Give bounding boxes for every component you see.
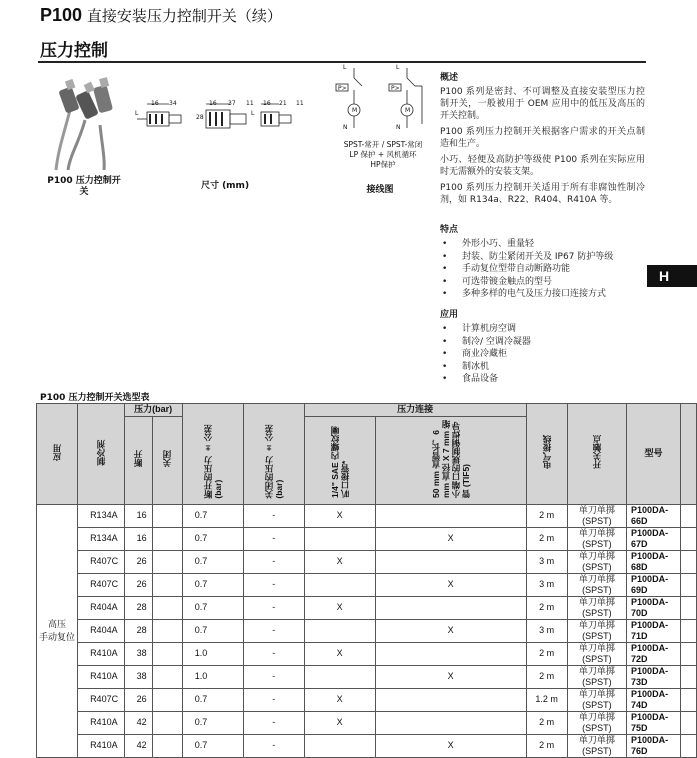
applications-section <box>440 309 645 386</box>
tube-connection-cell: X <box>375 573 526 596</box>
cutin-tolerance-cell: - <box>243 711 304 734</box>
cutout-tolerance-cell: 1.0 <box>182 642 243 665</box>
refrigerant-cell: R404A <box>78 596 125 619</box>
model-cell: P100DA-76D <box>627 734 681 757</box>
dim-label-4: 37 <box>228 100 236 107</box>
model-cell: P100DA-66D <box>627 504 681 527</box>
model-cell: P100DA-75D <box>627 711 681 734</box>
tube-connection-cell: X <box>375 665 526 688</box>
model-cell: P100DA-67D <box>627 527 681 550</box>
table-row <box>37 711 697 734</box>
cutout-cell: 42 <box>124 711 152 734</box>
contact-cell: 单刀单掷(SPST) <box>567 527 626 550</box>
cutout-tolerance-cell: 0.7 <box>182 596 243 619</box>
sae-connection-cell: X <box>304 688 375 711</box>
cutout-cell: 38 <box>124 642 152 665</box>
wiring-label-6: P> <box>391 85 400 92</box>
overview-heading: 概述 <box>440 73 459 83</box>
wiring-label-8: N <box>396 124 401 131</box>
sae-connection-cell: X <box>304 711 375 734</box>
wiring-label-1: L <box>343 64 347 71</box>
refrigerant-cell: R407C <box>78 688 125 711</box>
refrigerant-cell: R134A <box>78 527 125 550</box>
cutin-cell <box>152 642 182 665</box>
wiring-note-1: SPST-常开 / SPST-常闭 <box>343 140 423 149</box>
cable-cell: 3 m <box>526 550 567 573</box>
cutout-cell: 16 <box>124 527 152 550</box>
dim-label-2: 34 <box>169 100 177 107</box>
wiring-notes <box>328 140 438 170</box>
cutin-cell <box>152 688 182 711</box>
cable-cell: 2 m <box>526 596 567 619</box>
tube-connection-cell: X <box>375 734 526 757</box>
list-item: • 外形小巧、重量轻 <box>440 238 645 251</box>
sae-connection-cell <box>304 665 375 688</box>
tube-connection-cell <box>375 504 526 527</box>
refrigerant-cell: R404A <box>78 619 125 642</box>
blank-cell <box>681 711 697 734</box>
contact-cell: 单刀单掷(SPST) <box>567 596 626 619</box>
wiring-caption: 接线图 <box>366 185 394 195</box>
col-header-cutout: 断开 <box>124 416 152 504</box>
wiring-note-2: LP 保护 + 风机循环 <box>349 150 417 159</box>
cutin-cell <box>152 711 182 734</box>
blank-cell <box>681 573 697 596</box>
col-header-sae-connection: 1/4" SAE 内螺纹喇叭口接管* <box>304 416 375 504</box>
list-item: • 手动复位型带自动断路功能 <box>440 263 645 276</box>
model-cell: P100DA-74D <box>627 688 681 711</box>
list-item: • 多种多样的电气及压力接口连接方式 <box>440 288 645 301</box>
refrigerant-cell: R410A <box>78 711 125 734</box>
table-caption: P100 压力控制开关选型表 <box>40 393 150 403</box>
cutin-cell <box>152 734 182 757</box>
cutout-tolerance-cell: 1.0 <box>182 665 243 688</box>
sae-connection-cell <box>304 619 375 642</box>
sae-connection-cell <box>304 734 375 757</box>
list-item: • 制冷/ 空调冷凝器 <box>440 336 645 349</box>
cutin-tolerance-cell: - <box>243 504 304 527</box>
header-model: P100 <box>40 5 83 25</box>
blank-cell <box>681 734 697 757</box>
col-header-connection: 压力连接 <box>304 404 526 417</box>
application-value: 高压 <box>48 618 67 629</box>
application-reset: 手动复位 <box>39 631 76 642</box>
list-item: • 可选带镀金触点的型号 <box>440 276 645 289</box>
blank-cell <box>681 596 697 619</box>
contact-cell: 单刀单掷(SPST) <box>567 619 626 642</box>
wiring-label-2: P> <box>338 85 347 92</box>
cutin-tolerance-cell: - <box>243 573 304 596</box>
features-heading: 特点 <box>440 225 459 235</box>
contact-cell: 单刀单掷(SPST) <box>567 711 626 734</box>
cutin-cell <box>152 619 182 642</box>
wiring-label-5: L <box>396 64 400 71</box>
cutout-tolerance-cell: 0.7 <box>182 711 243 734</box>
list-item: • 商业冷藏柜 <box>440 348 645 361</box>
cutout-tolerance-cell: 0.7 <box>182 504 243 527</box>
sae-connection-cell: X <box>304 642 375 665</box>
contact-cell: 单刀单掷(SPST) <box>567 550 626 573</box>
col-header-refrigerant: 制冷剂 <box>78 404 125 505</box>
cutout-cell: 38 <box>124 665 152 688</box>
header-rule <box>38 61 646 63</box>
cutout-cell: 26 <box>124 573 152 596</box>
overview-paragraph-2: P100 系列压力控制开关根据客户需求的开关点制造和生产。 <box>440 127 645 149</box>
tube-connection-cell <box>375 596 526 619</box>
cutin-tolerance-cell: - <box>243 688 304 711</box>
table-row <box>37 596 697 619</box>
wiring-label-3: M <box>352 107 358 114</box>
refrigerant-cell: R134A <box>78 504 125 527</box>
sae-connection-cell <box>304 573 375 596</box>
col-header-model: 型号 <box>627 404 681 505</box>
dimension-drawings <box>133 98 313 138</box>
cutin-tolerance-cell: - <box>243 596 304 619</box>
model-cell: P100DA-70D <box>627 596 681 619</box>
cutout-cell: 28 <box>124 596 152 619</box>
tube-connection-cell: X <box>375 527 526 550</box>
cable-cell: 2 m <box>526 734 567 757</box>
table-row <box>37 573 697 596</box>
page-header <box>40 5 282 26</box>
cutout-cell: 26 <box>124 550 152 573</box>
cutin-tolerance-cell: - <box>243 527 304 550</box>
cable-cell: 3 m <box>526 619 567 642</box>
model-cell: P100DA-72D <box>627 642 681 665</box>
cutout-tolerance-cell: 0.7 <box>182 573 243 596</box>
col-header-pressure: 压力(bar) <box>124 404 182 417</box>
col-header-tube-connection: 50 mm 直管长，6 mm 直径 X 7 mm 缩小端口的规制铜焊导管 (TIF5) <box>375 416 526 504</box>
pressure-switch-icon <box>40 70 130 170</box>
refrigerant-cell: R410A <box>78 734 125 757</box>
cutin-cell <box>152 665 182 688</box>
blank-cell <box>681 665 697 688</box>
sae-connection-cell: X <box>304 550 375 573</box>
col-header-contact: 开关触点 <box>567 404 626 505</box>
list-item: • 食品设备 <box>440 373 645 386</box>
sae-connection-cell <box>304 527 375 550</box>
col-header-cutin: 关闭 <box>152 416 182 504</box>
table-row <box>37 665 697 688</box>
dim-label-11: L <box>251 110 255 117</box>
blank-cell <box>681 642 697 665</box>
cutin-tolerance-cell: - <box>243 619 304 642</box>
dim-label-5: 11 <box>246 100 254 107</box>
wiring-diagrams <box>332 64 432 134</box>
overview-paragraph-4: P100 系列压力控制开关适用于所有非腐蚀性制冷剂，如 R134a、R22、R404、R410A 等。 <box>440 183 645 205</box>
col-header-blank <box>681 404 697 505</box>
cutout-cell: 28 <box>124 619 152 642</box>
table-row <box>37 504 697 527</box>
table-row <box>37 550 697 573</box>
product-illustration <box>40 70 130 170</box>
list-item: • 制冰机 <box>440 361 645 374</box>
contact-cell: 单刀单掷(SPST) <box>567 504 626 527</box>
contact-cell: 单刀单掷(SPST) <box>567 688 626 711</box>
table-row <box>37 642 697 665</box>
cutin-tolerance-cell: - <box>243 550 304 573</box>
section-title: 压力控制 <box>40 41 108 61</box>
cutin-tolerance-cell: - <box>243 665 304 688</box>
model-cell: P100DA-68D <box>627 550 681 573</box>
cutout-tolerance-cell: 0.7 <box>182 550 243 573</box>
contact-cell: 单刀单掷(SPST) <box>567 573 626 596</box>
cutin-cell <box>152 596 182 619</box>
col-header-cable: 电气接线 <box>526 404 567 505</box>
cutout-cell: 16 <box>124 504 152 527</box>
refrigerant-cell: R410A <box>78 642 125 665</box>
header-title: 直接安装压力控制开关（续） <box>86 7 282 25</box>
model-cell: P100DA-71D <box>627 619 681 642</box>
product-caption: P100 压力控制开关 <box>47 176 121 197</box>
table-row <box>37 688 697 711</box>
table-row <box>37 619 697 642</box>
features-section <box>440 224 645 301</box>
tube-connection-cell <box>375 550 526 573</box>
list-item: • 封装、防尘紧闭开关及 IP67 防护等级 <box>440 251 645 264</box>
dim-label-8: 11 <box>296 100 304 107</box>
col-header-cutout-tolerance: 断开的压力 ± 公差 (bar) <box>182 404 243 505</box>
wiring-note-3: HP保护 <box>370 160 396 169</box>
cable-cell: 1.2 m <box>526 688 567 711</box>
blank-cell <box>681 504 697 527</box>
selection-table <box>36 403 697 758</box>
cutin-cell <box>152 573 182 596</box>
section-tab-h[interactable]: H <box>647 265 697 287</box>
blank-cell <box>681 527 697 550</box>
model-cell: P100DA-73D <box>627 665 681 688</box>
list-item: • 计算机房空调 <box>440 323 645 336</box>
refrigerant-cell: R407C <box>78 550 125 573</box>
cutin-cell <box>152 550 182 573</box>
tube-connection-cell <box>375 642 526 665</box>
col-header-application: 应用 <box>37 404 78 505</box>
cutin-cell <box>152 504 182 527</box>
application-cell <box>37 504 78 757</box>
model-cell: P100DA-69D <box>627 573 681 596</box>
overview-section <box>440 72 645 210</box>
dimensions-caption: 尺寸 (mm) <box>200 181 250 191</box>
tube-connection-cell: X <box>375 619 526 642</box>
cable-cell: 3 m <box>526 573 567 596</box>
cutin-tolerance-cell: - <box>243 734 304 757</box>
cutout-cell: 42 <box>124 734 152 757</box>
dim-label-9: 28 <box>196 114 204 121</box>
table-row <box>37 527 697 550</box>
sae-connection-cell: X <box>304 596 375 619</box>
dim-label-1: 16 <box>151 100 159 107</box>
cutin-cell <box>152 527 182 550</box>
cutout-tolerance-cell: 0.7 <box>182 688 243 711</box>
dim-label-7: 21 <box>279 100 287 107</box>
cable-cell: 2 m <box>526 642 567 665</box>
cutin-tolerance-cell: - <box>243 642 304 665</box>
cable-cell: 2 m <box>526 527 567 550</box>
cutout-tolerance-cell: 0.7 <box>182 619 243 642</box>
tube-connection-cell <box>375 711 526 734</box>
wiring-label-7: M <box>405 107 411 114</box>
wiring-label-4: N <box>343 124 348 131</box>
sae-connection-cell: X <box>304 504 375 527</box>
col-header-cutin-tolerance: 关闭的压力 ± 公差 (bar) <box>243 404 304 505</box>
contact-cell: 单刀单掷(SPST) <box>567 734 626 757</box>
cutout-tolerance-cell: 0.7 <box>182 527 243 550</box>
refrigerant-cell: R410A <box>78 665 125 688</box>
contact-cell: 单刀单掷(SPST) <box>567 665 626 688</box>
cutout-tolerance-cell: 0.7 <box>182 734 243 757</box>
table-row <box>37 734 697 757</box>
cable-cell: 2 m <box>526 504 567 527</box>
cable-cell: 2 m <box>526 665 567 688</box>
dim-label-3: 16 <box>209 100 217 107</box>
overview-paragraph-1: P100 系列是密封、不可调整及直接安装型压力控制开关，一般被用于 OEM 应用中的低压及高压的开关控制。 <box>440 87 645 121</box>
refrigerant-cell: R407C <box>78 573 125 596</box>
dim-label-6: 16 <box>263 100 271 107</box>
dim-label-10: L <box>135 110 139 117</box>
overview-paragraph-3: 小巧、轻便及高防护等级使 P100 系列在实际应用时无需额外的安装支架。 <box>440 155 645 177</box>
applications-heading: 应用 <box>440 310 459 320</box>
cable-cell: 2 m <box>526 711 567 734</box>
blank-cell <box>681 550 697 573</box>
tube-connection-cell <box>375 688 526 711</box>
blank-cell <box>681 619 697 642</box>
cutout-cell: 26 <box>124 688 152 711</box>
contact-cell: 单刀单掷(SPST) <box>567 642 626 665</box>
blank-cell <box>681 688 697 711</box>
